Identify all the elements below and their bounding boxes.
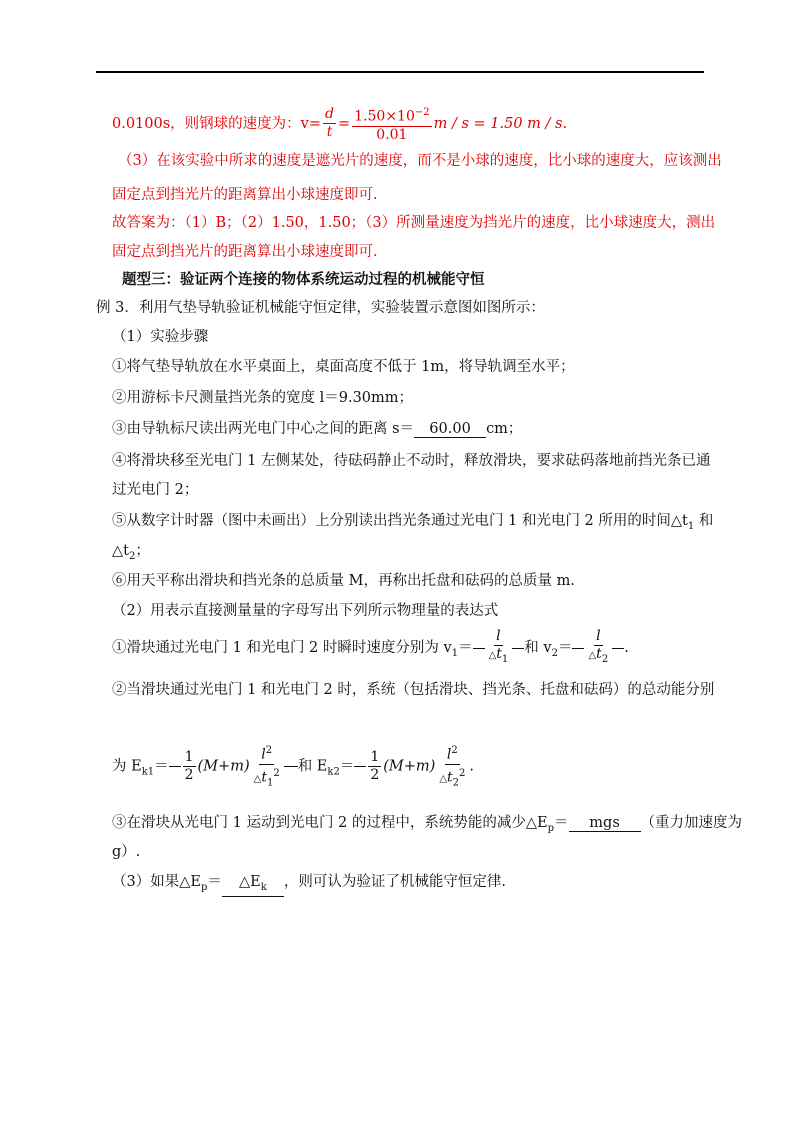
question-3: ③在滑块从光电门 1 运动到光电门 2 的过程中，系统势能的减少$\triangle E_p=$ mgs （重力加速度为	[112, 815, 743, 834]
answer-line-b: 固定点到挡光片的距离算出小球速度即可.	[112, 244, 378, 260]
solution-part3-b: 固定点到挡光片的距离算出小球速度即可.	[112, 187, 378, 203]
step-3: ③由导轨标尺读出两光电门中心之间的距离 s＝ 60.00 cm；	[112, 421, 523, 437]
fraction-half-1: $\frac{1}{2}$	[184, 749, 194, 784]
answer-potential-energy: mgs	[569, 815, 641, 832]
fraction-d-over-t: $\frac{d}{t}$	[325, 106, 334, 141]
step-5b: $\triangle t_2$；	[112, 543, 150, 562]
question-2-energies: 为 $E_{k1}=$ $\frac{1}{2}$ (M+m) $\frac{l^2}{\triangle t_1^2}$ 和 $E_{k2}=$ $\frac{1}{2}$ (M+m) $\frac{l^2}{\triangle t_2^2}$ .	[112, 742, 474, 794]
fraction-ek2: $\frac{l^2}{\triangle t_2^2}$	[437, 742, 467, 791]
fraction-v1: $\frac{l}{\triangle t_1}$	[488, 628, 509, 665]
step-6: ⑥用天平称出滑块和挡光条的总质量 M，再称出托盘和砝码的总质量 m.	[112, 573, 575, 589]
fraction-half-2: $\frac{1}{2}$	[370, 749, 380, 784]
answer-kinetic-energy: $\triangle E_k$	[222, 874, 284, 897]
fraction-ek1: $\frac{l^2}{\triangle t_1^2}$	[252, 742, 282, 791]
question-2-a: ②当滑块通过光电门 1 和光电门 2 时，系统（包括滑块、挡光条、托盘和砝码）的总动能分别	[112, 682, 715, 698]
section-heading: 题型三：验证两个连接的物体系统运动过程的机械能守恒	[122, 271, 485, 288]
step-2: ②用游标卡尺测量挡光条的宽度 l＝9.30mm；	[112, 390, 414, 406]
step-5a: ⑤从数字计时器（图中未画出）上分别读出挡光条通过光电门 1 和光电门 2 所用的时间$\triangle t_1$ 和	[112, 513, 714, 532]
solution-velocity-line: 0.0100s，则钢球的速度为：v= $\frac{d}{t}$ = $\frac{1.50\times 10^{-2}}{0.01}$ m / s = 1.50 m / s.	[112, 104, 567, 144]
answer-line-a: 故答案为：（1）B；（2）1.50，1.50；（3）所测量速度为挡光片的速度，比小球速度大，测出	[112, 215, 716, 231]
question-1-velocities: ①滑块通过光电门 1 和光电门 2 时瞬时速度分别为 $v_1=$ $\frac{l}{\triangle t_1}$ 和 $v_2=$ $\frac{l}{\triangle t_2}$ .	[112, 628, 629, 674]
solution-part3-a: （3）在该实验中所求的速度是遮光片的速度，而不是小球的速度，比小球的速度大，应该测出	[118, 153, 722, 169]
header-rule	[96, 71, 704, 73]
step-4b: 过光电门 2；	[112, 482, 199, 498]
subsection-3: （3）如果$\triangle E_p=$ $\triangle E_k$ ，则可认为验证了机械能守恒定律.	[112, 872, 506, 898]
subsection-1: （1）实验步骤	[112, 329, 209, 345]
step-1: ①将气垫导轨放在水平桌面上，桌面高度不低于 1m，将导轨调至水平；	[112, 359, 575, 375]
step-4a: ④将滑块移至光电门 1 左侧某处，待砝码静止不动时，释放滑块，要求砝码落地前挡光条已通	[112, 453, 711, 469]
answer-distance: 60.00	[414, 421, 486, 438]
subsection-2: （2）用表示直接测量量的字母写出下列所示物理量的表达式	[112, 603, 499, 619]
fraction-v2: $\frac{l}{\triangle t_2}$	[588, 628, 609, 665]
question-3-b: g）.	[112, 844, 141, 860]
fraction-value: $\frac{1.50\times 10^{-2}}{0.01}$	[352, 104, 431, 144]
example-intro: 例 3．利用气垫导轨验证机械能守恒定律，实验装置示意图如图所示：	[96, 300, 545, 316]
